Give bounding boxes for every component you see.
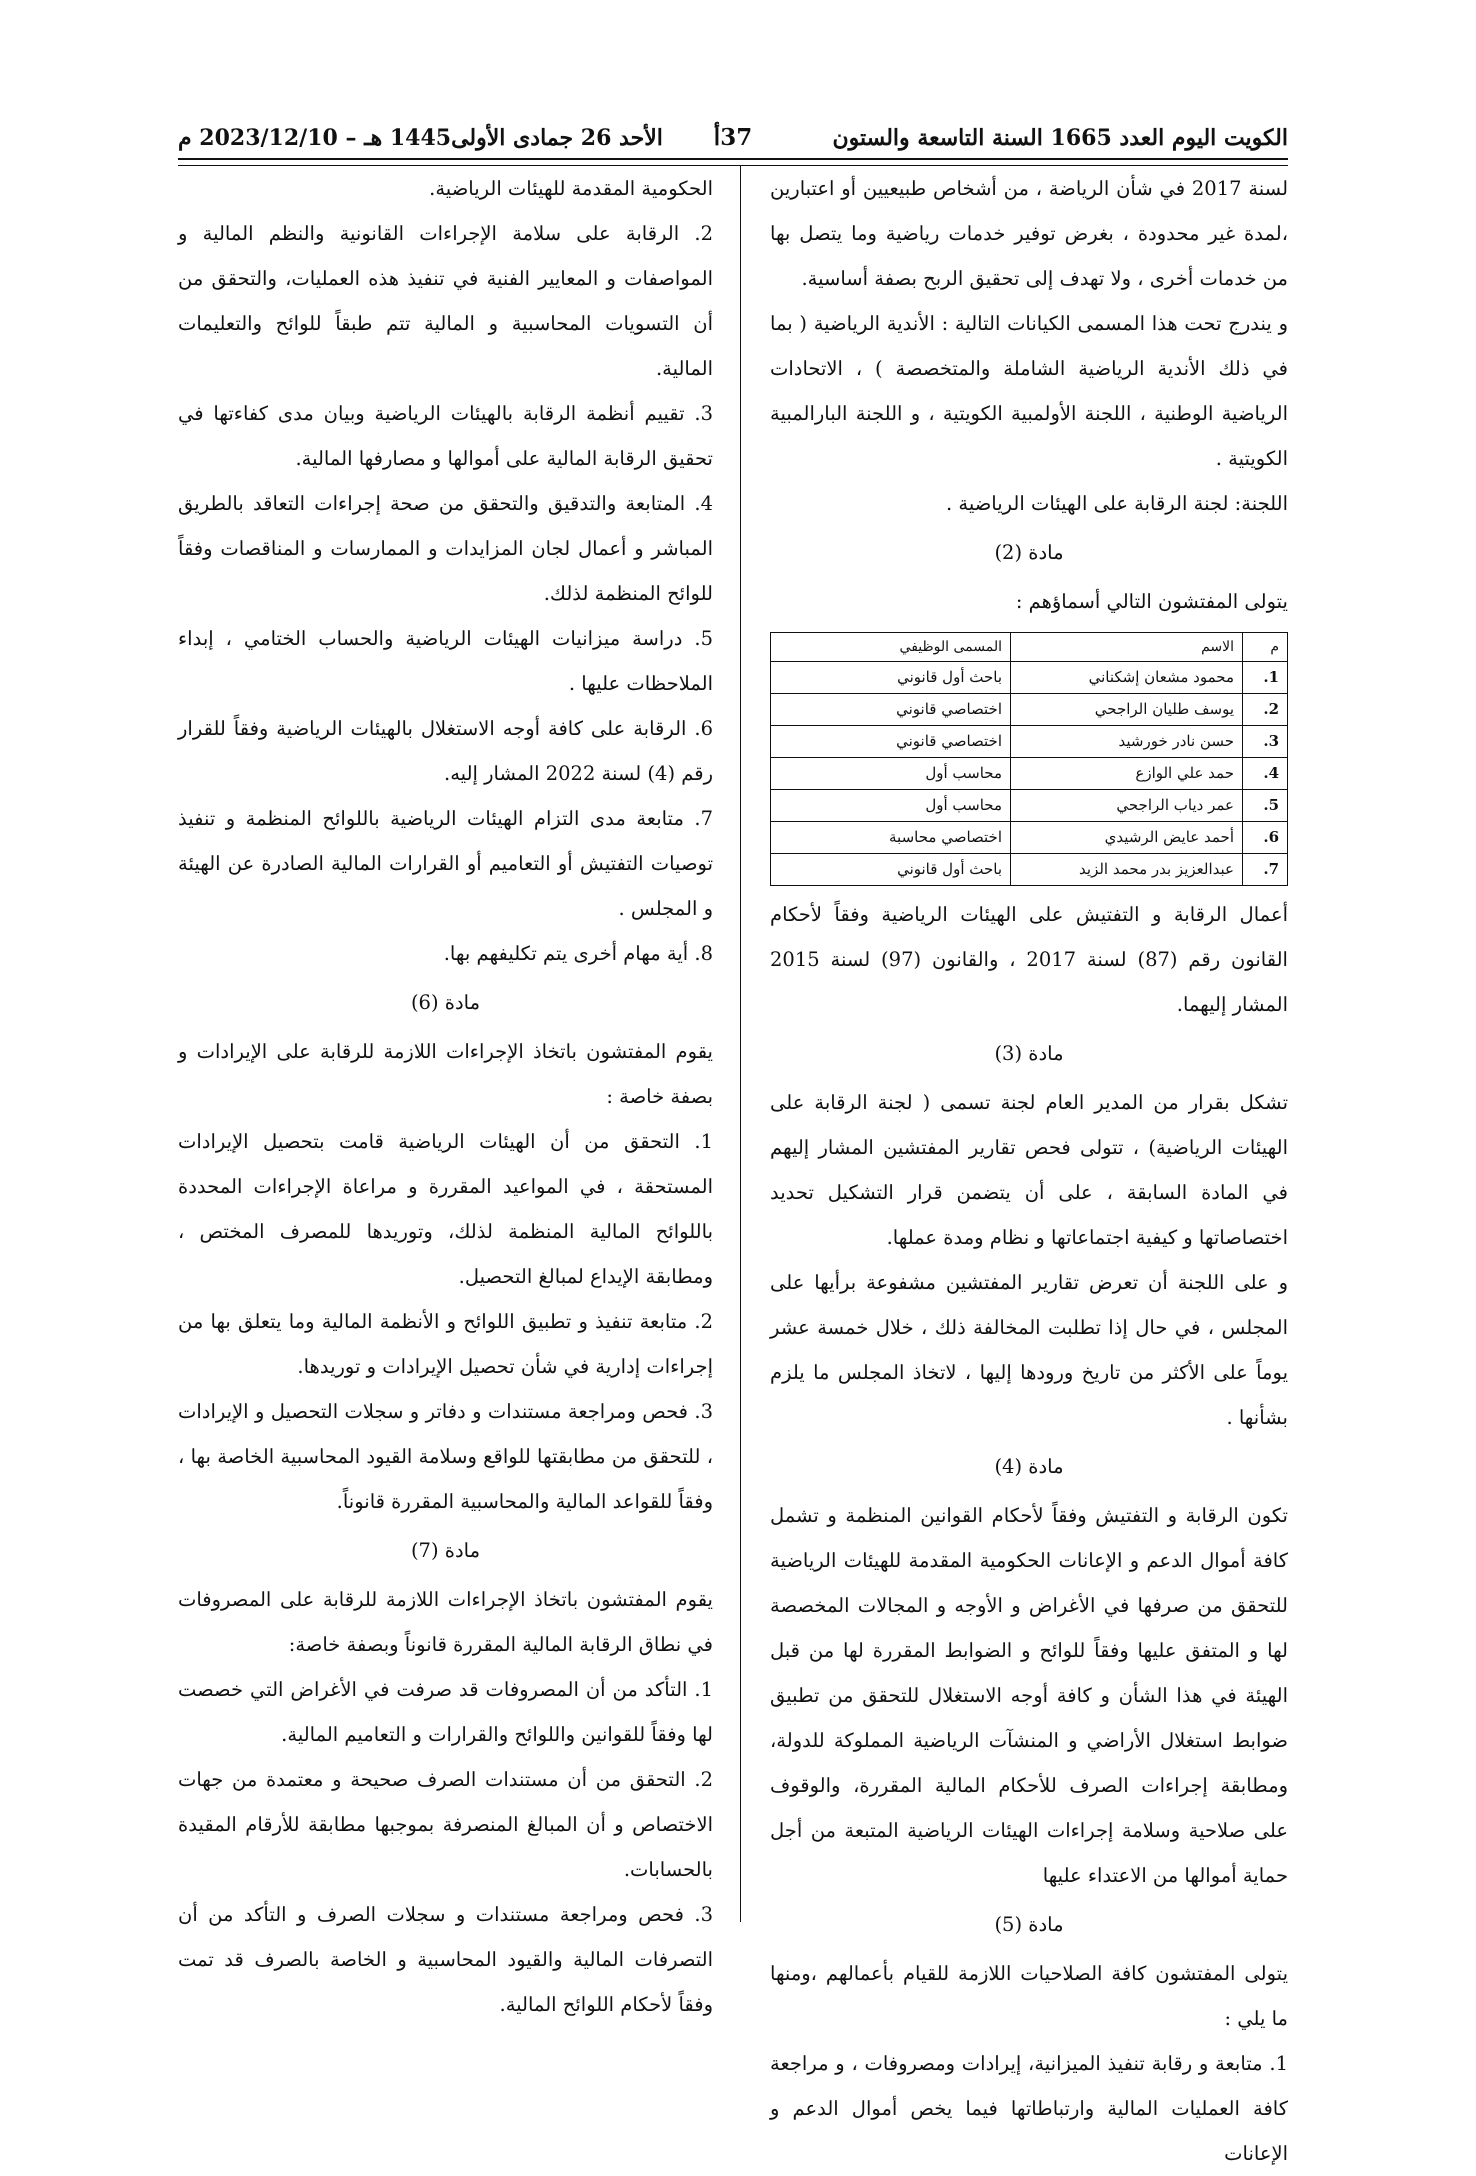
- article-4-paragraph: تكون الرقابة و التفتيش وفقاً لأحكام القوانين المنظمة و تشمل كافة أموال الدعم و الإعانات الحكومية المقدمة للهيئات الرياضية للتحقق من صرفها في الأغراض و الأوجه و المجالات المخصصة لها و المتفق عليها وفقاً للوائح و الضوابط المقررة لها من قبل الهيئة في هذا الشأن و كافة أوجه الاستغلال للتحقق من تطبيق ضوابط استغلال الأراضي و المنشآت الرياضية المملوكة للدولة، ومطابقة إجراءات الصرف للأحكام المالية المقررة، والوقوف على صلاحية وسلامة إجراءات الهيئات الرياضية المتبعة من أجل حماية أموالها من الاعتداء عليها: [770, 1504, 1288, 1887]
- article-2-heading: مادة (2): [994, 541, 1064, 564]
- row-number: 3.: [1243, 726, 1288, 758]
- row-number: 1.: [1243, 662, 1288, 694]
- table-row: [771, 726, 1288, 758]
- table-header-name: الاسم: [1011, 633, 1243, 662]
- row-number: 5.: [1243, 790, 1288, 822]
- table-row: [771, 854, 1288, 886]
- table-header-row: [771, 633, 1288, 662]
- article-5-item-4: 4. المتابعة والتدقيق والتحقق من صحة إجراءات التعاقد بالطريق المباشر و أعمال لجان المزايدات و الممارسات و المناقصات وفقاً للوائح المنظمة لذلك.: [178, 492, 713, 605]
- table-row: [771, 790, 1288, 822]
- article-6-item-1: 1. التحقق من أن الهيئات الرياضية قامت بتحصيل الإيرادات المستحقة ، في المواعيد المقررة و مراعاة الإجراءات المحددة باللوائح المالية المنظمة لذلك، وتوريدها للمصرف المختص ، ومطابقة الإيداع لمبالغ التحصيل.: [178, 1130, 713, 1288]
- article-5-item-8: 8. أية مهام أخرى يتم تكليفهم بها.: [443, 942, 713, 965]
- inspector-name: حسن نادر خورشيد: [1011, 726, 1243, 758]
- job-title: اختصاصي محاسبة: [771, 822, 1011, 854]
- row-number: 6.: [1243, 822, 1288, 854]
- article-7-item-2: 2. التحقق من أن مستندات الصرف صحيحة و معتمدة من جهات الاختصاص و أن المبالغ المنصرفة بموجبها مطابقة للأرقام المقيدة بالحسابات.: [178, 1768, 713, 1881]
- inspector-name: عمر دياب الراجحي: [1011, 790, 1243, 822]
- paragraph-entities: و يندرج تحت هذا المسمى الكيانات التالية : الأندية الرياضية ( بما في ذلك الأندية الرياضية الشاملة والمتخصصة ) ، الاتحادات الرياضية الوطنية ، اللجنة الأولمبية الكويتية ، و اللجنة البارالمبية الكويتية .: [770, 312, 1288, 470]
- header-date: الأحد 26 جمادى الأولى1445 هـ – 2023/12/10 م: [178, 125, 663, 151]
- article-7-item-1: 1. التأكد من أن المصروفات قد صرفت في الأغراض التي خصصت لها وفقاً للقوانين واللوائح والقرارات و التعاميم المالية.: [178, 1678, 713, 1746]
- article-2-body: أعمال الرقابة و التفتيش على الهيئات الرياضية وفقاً لأحكام القانون رقم (87) لسنة 2017 ، والقانون (97) لسنة 2015 المشار إليهما.: [770, 903, 1288, 1016]
- row-number: 7.: [1243, 854, 1288, 886]
- table-row: [771, 758, 1288, 790]
- table-row: [771, 694, 1288, 726]
- article-5-item-6: 6. الرقابة على كافة أوجه الاستغلال بالهيئات الرياضية وفقاً للقرار رقم (4) لسنة 2022 المشار إليه.: [178, 717, 713, 785]
- job-title: اختصاصي قانوني: [771, 694, 1011, 726]
- article-5-item-5: 5. دراسة ميزانيات الهيئات الرياضية والحساب الختامي ، إبداء الملاحظات عليها .: [178, 627, 713, 695]
- inspectors-table: [770, 632, 1288, 886]
- right-column: [770, 166, 1288, 2176]
- table-row: [771, 822, 1288, 854]
- article-5-intro: يتولى المفتشون كافة الصلاحيات اللازمة للقيام بأعمالهم ،ومنها ما يلي :: [770, 1962, 1288, 2030]
- article-2-intro: يتولى المفتشون التالي أسماؤهم :: [1015, 590, 1288, 613]
- article-6-intro: يقوم المفتشون باتخاذ الإجراءات اللازمة للرقابة على الإيرادات و بصفة خاصة :: [178, 1040, 713, 1108]
- article-5-item-1-continued: الحكومية المقدمة للهيئات الرياضية.: [429, 177, 713, 200]
- job-title: محاسب أول: [771, 790, 1011, 822]
- article-5-item-3: 3. تقييم أنظمة الرقابة بالهيئات الرياضية وبيان مدى كفاءتها في تحقيق الرقابة المالية على أموالها و مصارفها المالية.: [178, 402, 713, 470]
- article-6-heading: مادة (6): [410, 991, 481, 1014]
- article-5-item-1: 1. متابعة و رقابة تنفيذ الميزانية، إيرادات ومصروفات ، و مراجعة كافة العمليات المالية وارتباطاتها فيما يخص أموال الدعم و الإعانات: [770, 2052, 1288, 2165]
- job-title: محاسب أول: [771, 758, 1011, 790]
- article-7-intro: يقوم المفتشون باتخاذ الإجراءات اللازمة للرقابة على المصروفات في نطاق الرقابة المالية المقررة قانوناً وبصفة خاصة:: [178, 1588, 713, 1656]
- job-title: اختصاصي قانوني: [771, 726, 1011, 758]
- article-6-item-2: 2. متابعة تنفيذ و تطبيق اللوائح و الأنظمة المالية وما يتعلق بها من إجراءات إدارية في شأن تحصيل الإيرادات و توريدها.: [178, 1310, 713, 1378]
- inspector-name: عبدالعزيز بدر محمد الزيد: [1011, 854, 1243, 886]
- job-title: باحث أول قانوني: [771, 854, 1011, 886]
- header-rule: [178, 158, 1288, 166]
- left-column: [178, 166, 713, 2027]
- inspector-name: حمد علي الوازع: [1011, 758, 1243, 790]
- table-header-title: المسمى الوظيفي: [771, 633, 1011, 662]
- article-3-paragraph-1: تشكل بقرار من المدير العام لجنة تسمى ( لجنة الرقابة على الهيئات الرياضية) ، تتولى فحص تقارير المفتشين المشار إليهم في المادة السابقة ، على أن يتضمن قرار التشكيل تحديد اختصاصاتها و كيفية اجتماعاتها و نظام ومدة عملها.: [770, 1091, 1288, 1249]
- job-title: باحث أول قانوني: [771, 662, 1011, 694]
- article-3-heading: مادة (3): [994, 1042, 1064, 1065]
- article-3-paragraph-2: و على اللجنة أن تعرض تقارير المفتشين مشفوعة برأيها على المجلس ، في حال إذا تطلبت المخالفة ذلك ، خلال خمسة عشر يوماً على الأكثر من تاريخ ورودها إليها ، لاتخاذ المجلس ما يلزم بشأنها .: [770, 1271, 1288, 1429]
- article-6-item-3: 3. فحص ومراجعة مستندات و دفاتر و سجلات التحصيل و الإيرادات ، للتحقق من مطابقتها للواقع وسلامة القيود المحاسبية الخاصة بها ، وفقاً للقواعد المالية والمحاسبية المقررة قانوناً.: [178, 1400, 713, 1513]
- page-number: 37أ: [713, 124, 753, 151]
- row-number: 4.: [1243, 758, 1288, 790]
- paragraph-definition-bodies: لسنة 2017 في شأن الرياضة ، من أشخاص طبيعيين أو اعتبارين ،لمدة غير محدودة ، بغرض توفير خدمات رياضية وما يتصل بها من خدمات أخرى ، ولا تهدف إلى تحقيق الربح بصفة أساسية.: [770, 177, 1289, 290]
- article-7-item-3: 3. فحص ومراجعة مستندات و سجلات الصرف و التأكد من أن التصرفات المالية والقيود المحاسبية و الخاصة بالصرف قد تمت وفقاً لأحكام اللوائح المالية.: [178, 1903, 713, 2016]
- row-number: 2.: [1243, 694, 1288, 726]
- paragraph-committee-definition: اللجنة: لجنة الرقابة على الهيئات الرياضية .: [946, 492, 1288, 515]
- table-row: [771, 662, 1288, 694]
- article-7-heading: مادة (7): [410, 1539, 481, 1562]
- inspector-name: يوسف طليان الراجحي: [1011, 694, 1243, 726]
- inspector-name: أحمد عايض الرشيدي: [1011, 822, 1243, 854]
- article-4-heading: مادة (4): [994, 1455, 1064, 1478]
- header-issue-info: الكويت اليوم العدد 1665 السنة التاسعة والستون: [832, 125, 1288, 151]
- article-5-heading: مادة (5): [994, 1913, 1064, 1936]
- table-header-number: م: [1243, 633, 1288, 662]
- page-header: [178, 122, 1288, 154]
- column-divider: [740, 165, 741, 1922]
- inspector-name: محمود مشعان إشكناني: [1011, 662, 1243, 694]
- article-5-item-2: 2. الرقابة على سلامة الإجراءات القانونية والنظم المالية و المواصفات و المعايير الفنية في تنفيذ هذه العمليات، والتحقق من أن التسويات المحاسبية و المالية تتم طبقاً للوائح والتعليمات المالية.: [178, 222, 713, 380]
- article-5-item-7: 7. متابعة مدى التزام الهيئات الرياضية باللوائح المنظمة و تنفيذ توصيات التفتيش أو التعاميم أو القرارات المالية الصادرة عن الهيئة و المجلس .: [178, 807, 713, 920]
